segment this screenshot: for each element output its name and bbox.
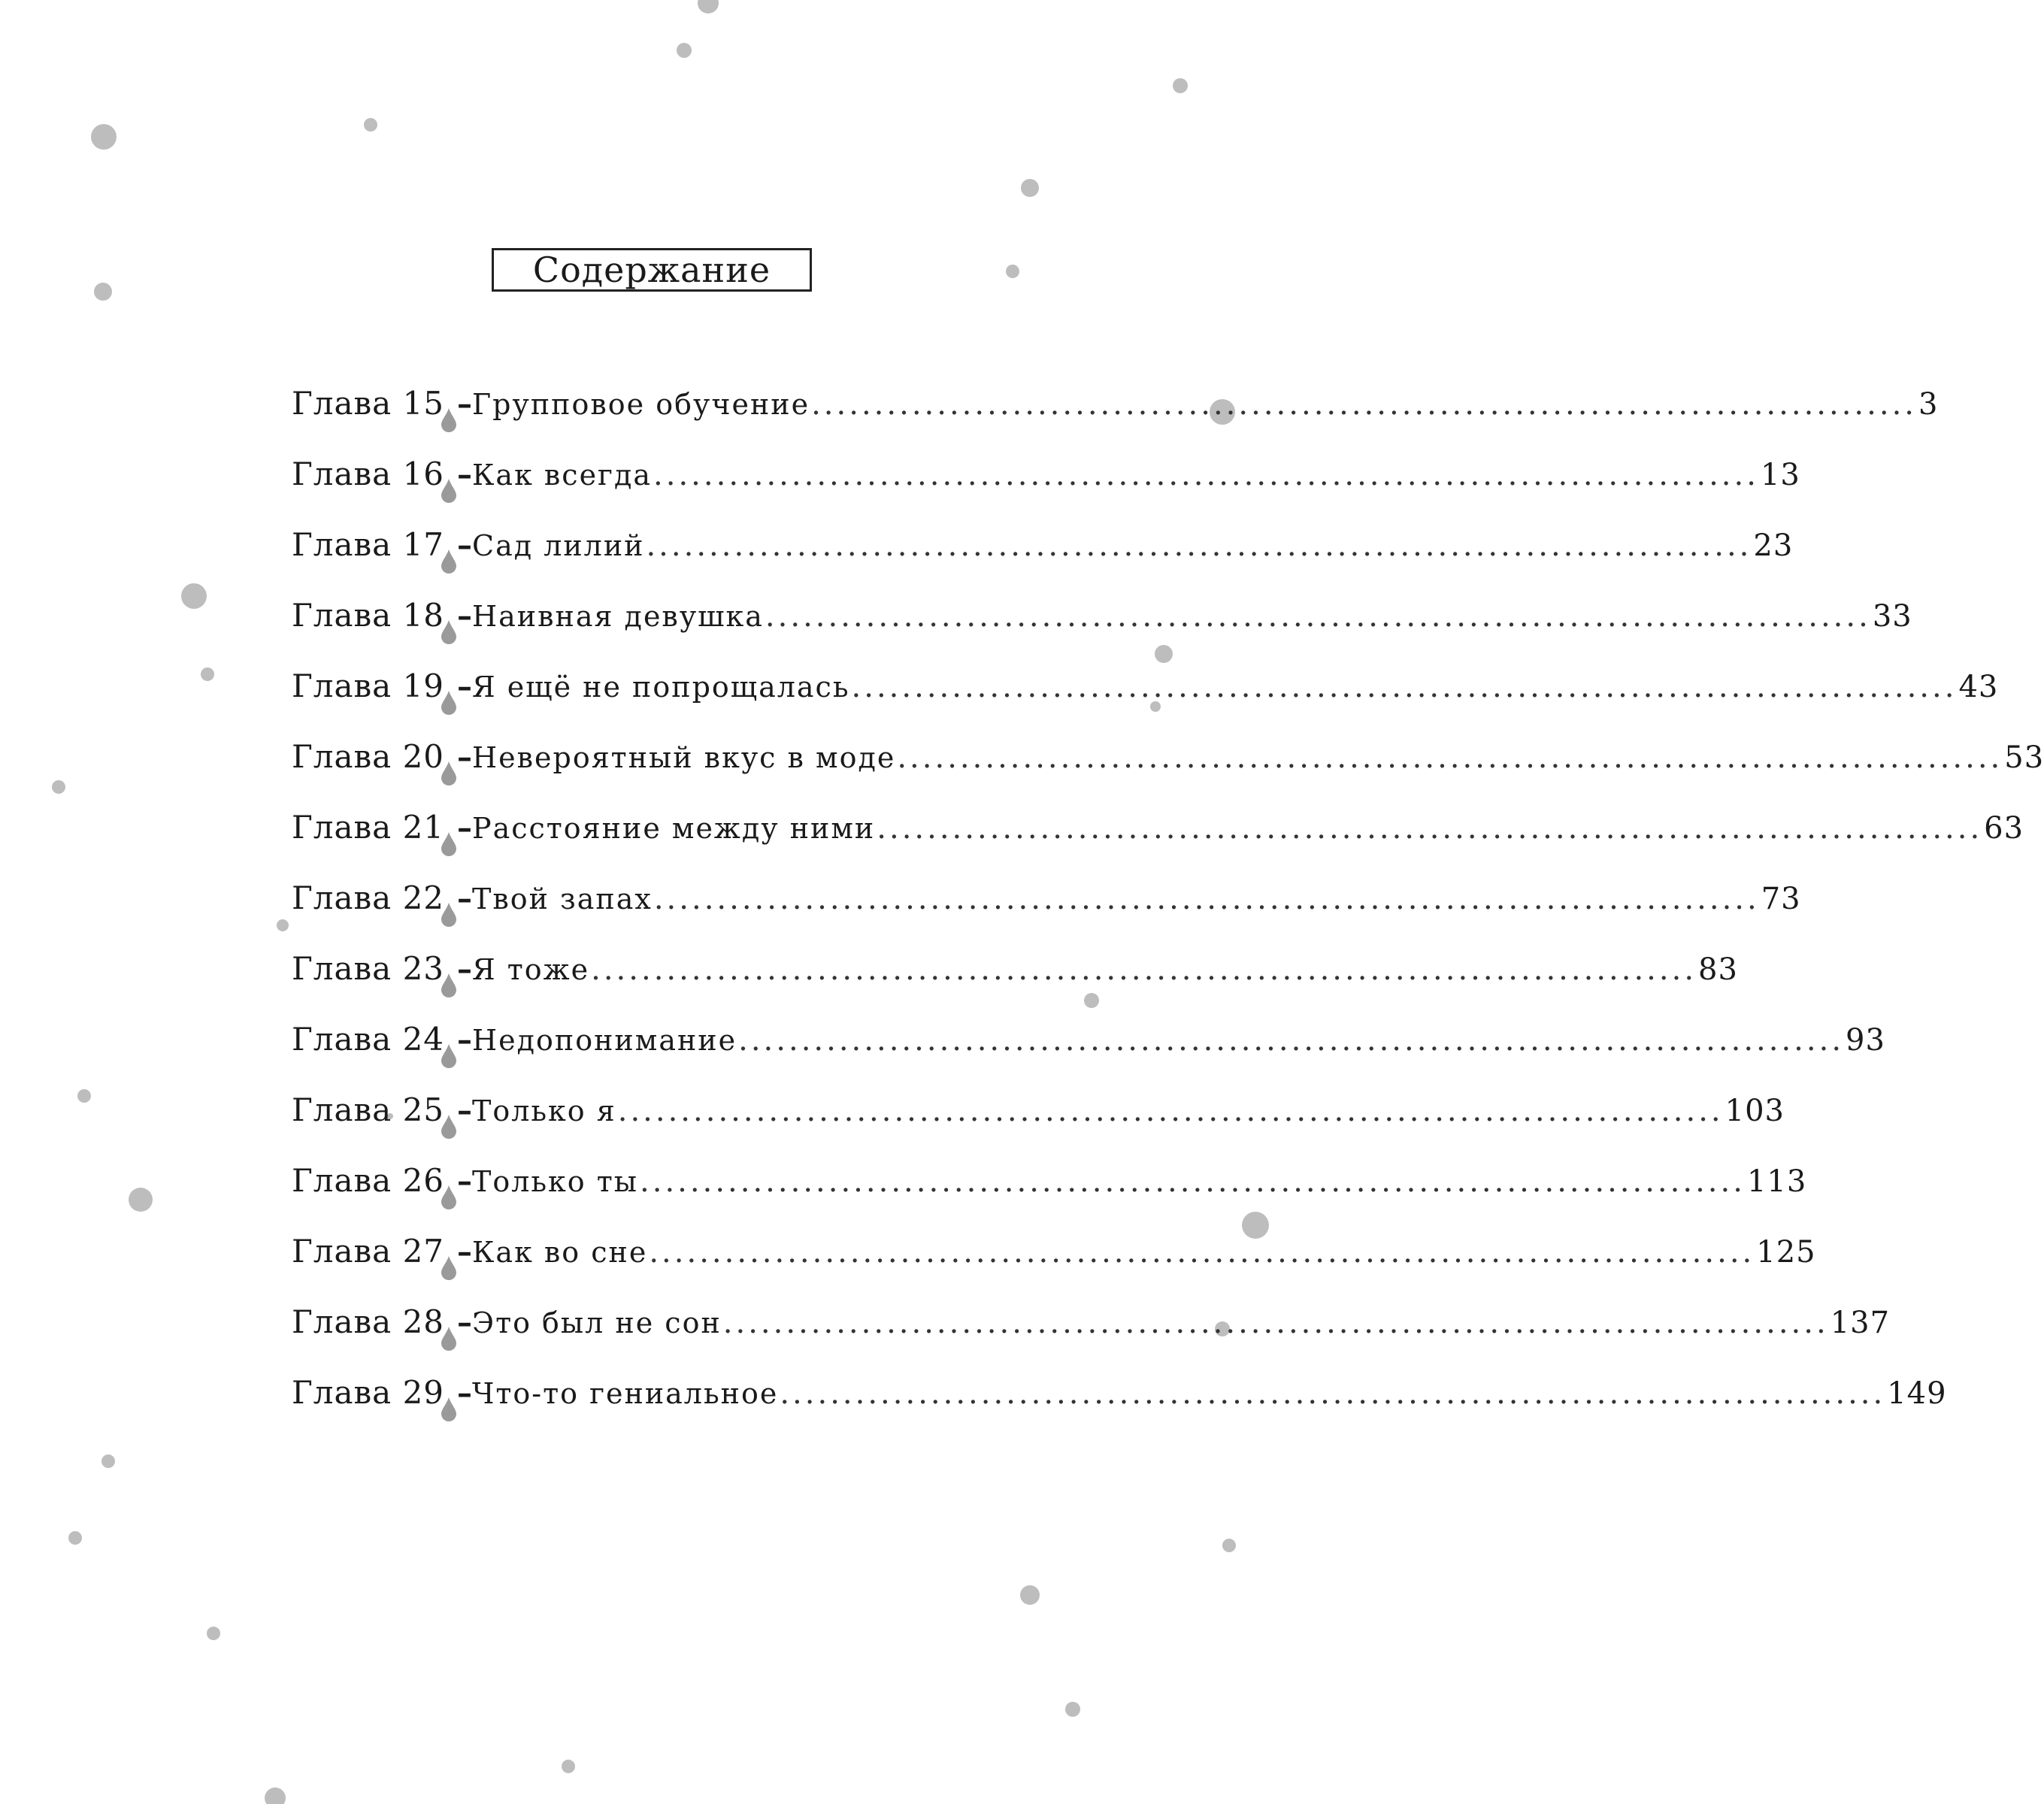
- dash-separator: –: [457, 952, 472, 987]
- droplet-icon: [441, 831, 457, 857]
- chapter-title: Только ты: [472, 1165, 639, 1198]
- chapter-title: Твой запах: [472, 882, 653, 916]
- snow-dot: [1155, 645, 1173, 663]
- snow-dot: [1222, 1539, 1236, 1552]
- chapter-word: Глава: [292, 1303, 392, 1340]
- page-number: 103: [1725, 1094, 1785, 1128]
- toc-entry[interactable]: [292, 879, 1801, 950]
- chapter-label: [292, 738, 445, 775]
- dot-leader: ........................................................................................: [617, 1094, 1724, 1128]
- snow-dot: [77, 1089, 91, 1103]
- snow-dot: [201, 667, 214, 681]
- chapter-label: [292, 526, 445, 563]
- snow-dot: [698, 0, 719, 14]
- chapter-label: [292, 1303, 445, 1340]
- chapter-label: [292, 950, 445, 987]
- chapter-word: Глава: [292, 1021, 392, 1058]
- droplet-icon: [441, 690, 457, 716]
- dot-leader: ........................................................................................: [649, 1235, 1755, 1270]
- droplet-icon: [441, 407, 457, 433]
- toc-entry[interactable]: [292, 950, 1738, 1021]
- chapter-title: Сад лилий: [472, 529, 645, 562]
- chapter-title: Невероятный вкус в моде: [472, 741, 896, 774]
- chapter-number: 29: [402, 1374, 445, 1411]
- chapter-label: [292, 1091, 445, 1128]
- page-number: 73: [1761, 882, 1801, 916]
- chapter-title: Недопонимание: [472, 1024, 737, 1057]
- snow-dot: [101, 1454, 115, 1468]
- chapter-word: Глава: [292, 1162, 392, 1199]
- dot-leader: ........................................................................................: [640, 1164, 1746, 1199]
- toc-entry[interactable]: [292, 738, 2044, 809]
- droplet-icon: [441, 902, 457, 928]
- snow-dot: [52, 780, 65, 794]
- chapter-label: [292, 1233, 445, 1270]
- page-number: 125: [1756, 1235, 1816, 1270]
- chapter-word: Глава: [292, 1374, 392, 1411]
- droplet-icon: [441, 1114, 457, 1140]
- chapter-number: 24: [402, 1021, 445, 1058]
- page-number: 113: [1746, 1164, 1807, 1199]
- snow-dot: [1020, 1585, 1040, 1605]
- droplet-icon: [441, 973, 457, 998]
- snow-dot: [364, 118, 377, 132]
- snow-dot: [68, 1531, 82, 1545]
- dash-separator: –: [457, 528, 472, 563]
- chapter-label: [292, 1162, 445, 1199]
- page-title-text: Содержание: [532, 250, 771, 290]
- dash-separator: –: [457, 598, 472, 634]
- dot-leader: ........................................................................................: [646, 528, 1752, 563]
- page-number: 43: [1958, 670, 1999, 704]
- droplet-icon: [441, 1326, 457, 1351]
- dot-leader: ........................................................................................: [722, 1306, 1829, 1340]
- page-number: 93: [1846, 1023, 1885, 1058]
- chapter-label: [292, 385, 445, 422]
- toc-entry[interactable]: [292, 1091, 1785, 1162]
- page-title: [492, 248, 812, 292]
- chapter-label: [292, 809, 445, 846]
- chapter-word: Глава: [292, 456, 392, 492]
- chapter-word: Глава: [292, 667, 392, 704]
- snow-dot: [1173, 78, 1188, 93]
- chapter-word: Глава: [292, 950, 392, 987]
- chapter-word: Глава: [292, 738, 392, 775]
- page-number: 83: [1698, 952, 1738, 987]
- dot-leader: ........................................................................................: [765, 599, 1871, 634]
- chapter-number: 28: [402, 1303, 445, 1340]
- chapter-label: [292, 879, 445, 916]
- dash-separator: –: [457, 669, 472, 704]
- dot-leader: ........................................................................................: [780, 1376, 1886, 1411]
- chapter-title: Как во сне: [472, 1236, 648, 1269]
- chapter-number: 18: [402, 597, 445, 634]
- chapter-number: 19: [402, 667, 445, 704]
- dash-separator: –: [457, 881, 472, 916]
- dash-separator: –: [457, 1305, 472, 1340]
- dash-separator: –: [457, 1376, 472, 1411]
- chapter-word: Глава: [292, 526, 392, 563]
- chapter-number: 20: [402, 738, 445, 775]
- toc-entry[interactable]: [292, 1303, 1891, 1374]
- toc-entry[interactable]: [292, 456, 1800, 526]
- toc-entry[interactable]: [292, 597, 1912, 667]
- snow-dot: [207, 1627, 220, 1640]
- snow-dot: [1084, 993, 1099, 1008]
- chapter-number: 21: [402, 809, 445, 846]
- dash-separator: –: [457, 386, 472, 422]
- chapter-label: [292, 597, 445, 634]
- dash-separator: –: [457, 1234, 472, 1270]
- chapter-title: Как всегда: [472, 459, 653, 492]
- chapter-number: 16: [402, 456, 445, 492]
- dot-leader: ........................................................................................: [811, 387, 1917, 422]
- toc-entry[interactable]: [292, 385, 1939, 456]
- chapter-word: Глава: [292, 385, 392, 422]
- chapter-title: Наивная девушка: [472, 600, 764, 633]
- page-number: 63: [1984, 811, 2024, 846]
- droplet-icon: [441, 619, 457, 645]
- snow-dot: [265, 1787, 286, 1804]
- droplet-icon: [441, 549, 457, 574]
- chapter-word: Глава: [292, 879, 392, 916]
- dash-separator: –: [457, 457, 472, 492]
- chapter-label: [292, 456, 445, 492]
- chapter-title: Я тоже: [472, 953, 590, 986]
- page-number: 13: [1760, 458, 1800, 492]
- snow-dot: [1065, 1702, 1080, 1717]
- dot-leader: ........................................................................................: [653, 458, 1759, 492]
- chapter-number: 22: [402, 879, 445, 916]
- snow-dot: [91, 124, 117, 150]
- toc-entry[interactable]: [292, 1162, 1807, 1233]
- page-number: 33: [1872, 599, 1912, 634]
- toc-entry[interactable]: [292, 1233, 1816, 1303]
- droplet-icon: [441, 1185, 457, 1210]
- toc-list: [292, 385, 2044, 1445]
- droplet-icon: [441, 478, 457, 504]
- droplet-icon: [441, 1255, 457, 1281]
- dash-separator: –: [457, 1164, 472, 1199]
- chapter-number: 17: [402, 526, 445, 563]
- droplet-icon: [441, 1397, 457, 1422]
- chapter-number: 25: [402, 1091, 445, 1128]
- chapter-title: Только я: [472, 1094, 616, 1128]
- chapter-title: Групповое обучение: [472, 388, 810, 421]
- dot-leader: ........................................................................................: [738, 1023, 1845, 1058]
- dot-leader: ........................................................................................: [653, 882, 1760, 916]
- chapter-word: Глава: [292, 597, 392, 634]
- dot-leader: ........................................................................................: [851, 670, 1958, 704]
- chapter-label: [292, 1374, 445, 1411]
- snow-dot: [277, 919, 289, 931]
- snow-dot: [129, 1188, 153, 1212]
- chapter-word: Глава: [292, 809, 392, 846]
- dash-separator: –: [457, 1022, 472, 1058]
- dot-leader: ........................................................................................: [897, 740, 2003, 775]
- chapter-title: Расстояние между ними: [472, 812, 876, 845]
- droplet-icon: [441, 1043, 457, 1069]
- chapter-number: 15: [402, 385, 445, 422]
- page-number: 137: [1830, 1306, 1891, 1340]
- toc-entry[interactable]: [292, 526, 1794, 597]
- dash-separator: –: [457, 810, 472, 846]
- chapter-word: Глава: [292, 1091, 392, 1128]
- snow-dot: [562, 1760, 575, 1773]
- page-number: 53: [2004, 740, 2044, 775]
- page-number: 149: [1887, 1376, 1947, 1411]
- snow-dot: [181, 583, 207, 609]
- dash-separator: –: [457, 1093, 472, 1128]
- chapter-number: 26: [402, 1162, 445, 1199]
- toc-entry[interactable]: [292, 667, 1999, 738]
- chapter-number: 23: [402, 950, 445, 987]
- chapter-label: [292, 667, 445, 704]
- chapter-number: 27: [402, 1233, 445, 1270]
- dot-leader: ........................................................................................: [877, 811, 1983, 846]
- toc-entry[interactable]: [292, 1374, 1947, 1445]
- snow-dot: [677, 43, 692, 58]
- dash-separator: –: [457, 740, 472, 775]
- snow-dot: [1006, 265, 1019, 278]
- snow-dot: [1021, 179, 1039, 197]
- chapter-title: Я ещё не попрощалась: [472, 670, 850, 704]
- toc-entry[interactable]: [292, 809, 2024, 879]
- chapter-title: Это был не сон: [472, 1306, 722, 1339]
- chapter-word: Глава: [292, 1233, 392, 1270]
- chapter-label: [292, 1021, 445, 1058]
- page-number: 3: [1918, 387, 1939, 422]
- snow-dot: [94, 283, 112, 301]
- dot-leader: ........................................................................................: [591, 952, 1697, 987]
- toc-entry[interactable]: [292, 1021, 1885, 1091]
- droplet-icon: [441, 761, 457, 786]
- page-number: 23: [1753, 528, 1794, 563]
- chapter-title: Что-то гениальное: [472, 1377, 779, 1410]
